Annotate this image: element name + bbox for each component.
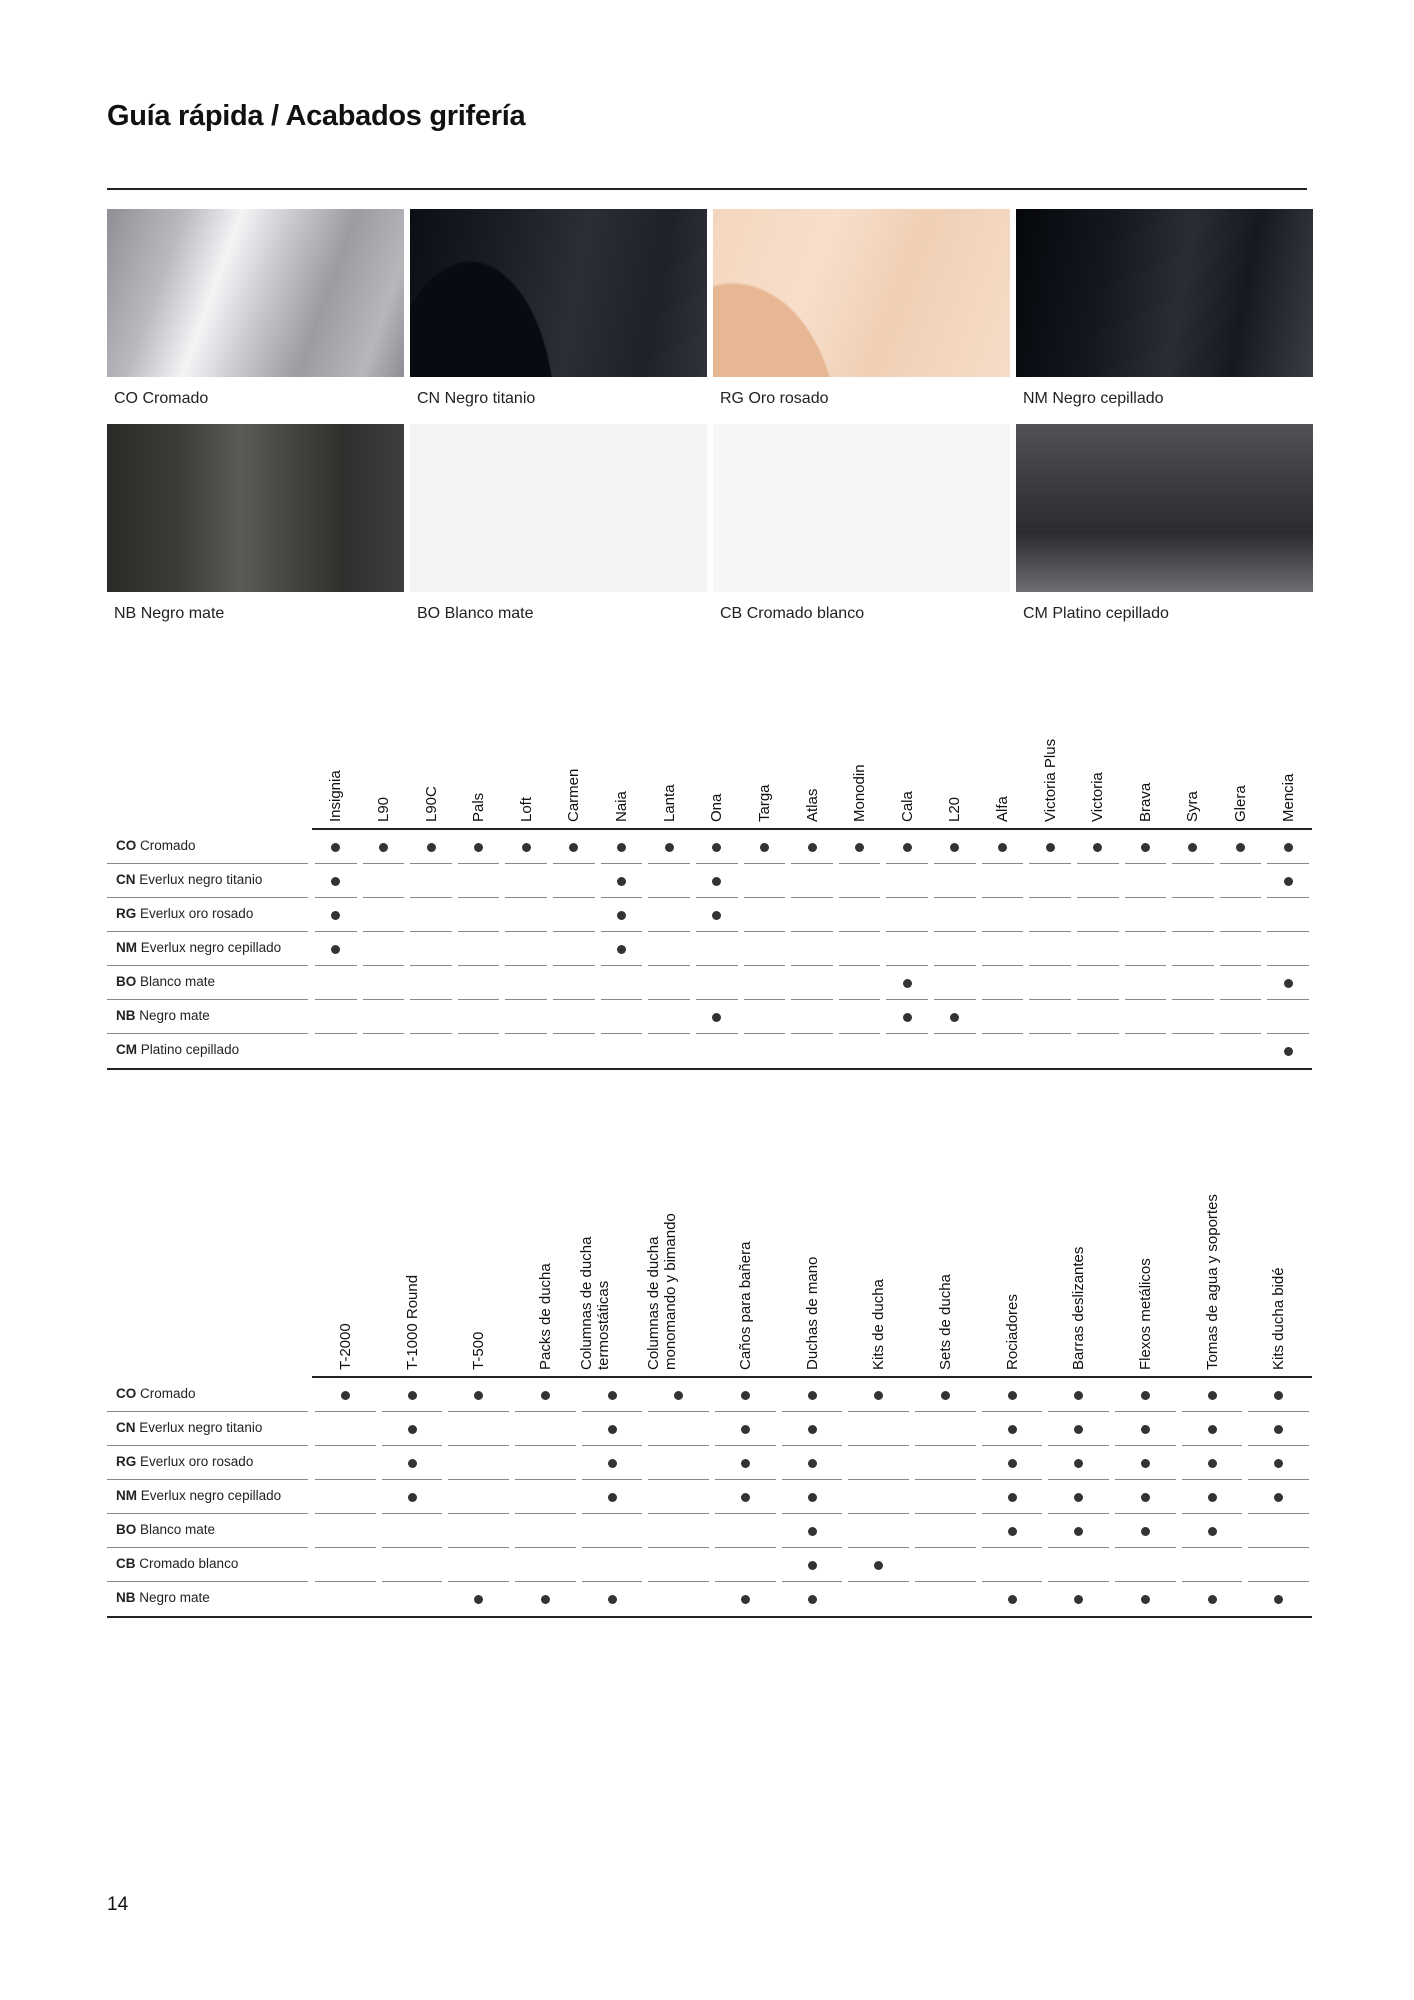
availability-dot xyxy=(808,1391,817,1400)
availability-dot xyxy=(1141,1527,1150,1536)
row-finish-code: NB xyxy=(116,1590,136,1605)
finish-caption xyxy=(720,605,1010,623)
finish-caption xyxy=(720,390,1010,408)
finish-swatch xyxy=(1016,424,1313,639)
row-finish-name: Cromado xyxy=(140,1386,196,1401)
availability-dot xyxy=(541,1595,550,1604)
availability-dot xyxy=(608,1595,617,1604)
finish-code: CO xyxy=(114,390,138,407)
row-label xyxy=(116,940,281,955)
finish-swatch xyxy=(107,209,404,424)
finish-swatch-grid xyxy=(107,209,1312,639)
row-finish-code: BO xyxy=(116,1522,137,1537)
availability-dot xyxy=(741,1493,750,1502)
availability-dot xyxy=(1008,1595,1017,1604)
row-finish-code: CB xyxy=(116,1556,136,1571)
row-label xyxy=(116,974,215,989)
column-header: Barras deslizantes xyxy=(1070,1246,1088,1370)
availability-dot xyxy=(1284,1047,1293,1056)
availability-dot xyxy=(331,911,340,920)
table-row xyxy=(107,864,1312,898)
availability-dot xyxy=(569,843,578,852)
column-header: Flexos metálicos xyxy=(1136,1258,1154,1370)
availability-dot xyxy=(1236,843,1245,852)
finish-code: NB xyxy=(114,605,137,622)
availability-dot xyxy=(1074,1493,1083,1502)
table-row xyxy=(107,898,1312,932)
column-header: Loft xyxy=(517,796,535,822)
finish-name: Cromado xyxy=(142,390,209,407)
finish-name: Blanco mate xyxy=(444,605,534,622)
availability-dot xyxy=(474,1391,483,1400)
finish-caption xyxy=(1023,605,1313,623)
availability-dot xyxy=(741,1595,750,1604)
column-header: Atlas xyxy=(803,788,821,822)
availability-dot xyxy=(808,1459,817,1468)
row-label xyxy=(116,1420,262,1435)
availability-dot xyxy=(874,1561,883,1570)
availability-dot xyxy=(1093,843,1102,852)
table-bottom-rule xyxy=(107,1616,1312,1618)
row-finish-code: CO xyxy=(116,1386,137,1401)
availability-dot xyxy=(608,1391,617,1400)
table-row xyxy=(107,1480,1312,1514)
column-header: Columnas de ducha monomando y bimando xyxy=(644,1213,679,1370)
table-row xyxy=(107,1034,1312,1068)
availability-dot xyxy=(1008,1459,1017,1468)
column-header: T-500 xyxy=(470,1331,488,1370)
availability-dot xyxy=(760,843,769,852)
availability-dot xyxy=(408,1459,417,1468)
availability-dot xyxy=(617,877,626,886)
availability-dot xyxy=(608,1493,617,1502)
availability-dot xyxy=(674,1391,683,1400)
finish-swatch xyxy=(713,424,1010,639)
column-header: Duchas de mano xyxy=(803,1256,821,1370)
row-finish-name: Everlux oro rosado xyxy=(140,906,254,921)
finish-caption xyxy=(417,605,707,623)
row-finish-name: Everlux negro cepillado xyxy=(140,940,282,955)
availability-dot xyxy=(331,843,340,852)
finish-sample-image xyxy=(713,424,1010,592)
row-finish-code: NM xyxy=(116,1488,137,1503)
row-label xyxy=(116,1454,253,1469)
column-header: Rociadores xyxy=(1003,1294,1021,1370)
finish-name: Cromado blanco xyxy=(746,605,865,622)
finish-name: Negro titanio xyxy=(444,390,536,407)
finish-code: CB xyxy=(720,605,743,622)
availability-dot xyxy=(1208,1595,1217,1604)
availability-dot xyxy=(941,1391,950,1400)
column-header: Syra xyxy=(1184,791,1202,822)
table-row xyxy=(107,1446,1312,1480)
availability-dot xyxy=(1008,1425,1017,1434)
availability-dot xyxy=(950,843,959,852)
availability-dot xyxy=(1074,1425,1083,1434)
column-header: Ona xyxy=(708,793,726,822)
availability-dot xyxy=(379,843,388,852)
row-label xyxy=(116,1008,210,1023)
availability-dot xyxy=(608,1425,617,1434)
row-finish-code: RG xyxy=(116,1454,137,1469)
finish-swatch xyxy=(1016,209,1313,424)
availability-dot xyxy=(1141,843,1150,852)
availability-dot xyxy=(1284,979,1293,988)
page-number: 14 xyxy=(107,1894,129,1915)
column-header: Kits de ducha xyxy=(870,1279,888,1370)
row-finish-code: CO xyxy=(116,838,137,853)
availability-dot xyxy=(741,1391,750,1400)
availability-dot xyxy=(1208,1425,1217,1434)
table-row xyxy=(107,1000,1312,1034)
availability-dot xyxy=(541,1391,550,1400)
availability-dot xyxy=(1284,877,1293,886)
row-label xyxy=(116,1386,196,1401)
availability-dot xyxy=(331,945,340,954)
availability-dot xyxy=(1046,843,1055,852)
finish-name: Oro rosado xyxy=(748,390,829,407)
availability-dot xyxy=(903,843,912,852)
availability-dot xyxy=(1274,1391,1283,1400)
row-finish-code: NM xyxy=(116,940,137,955)
finish-sample-image xyxy=(713,209,1010,377)
column-header: L20 xyxy=(946,796,964,822)
column-header: Glera xyxy=(1232,785,1250,822)
availability-dot xyxy=(1008,1391,1017,1400)
finish-sample-image xyxy=(410,424,707,592)
page-title: Guía rápida / Acabados grifería xyxy=(107,100,526,132)
availability-dot xyxy=(474,843,483,852)
availability-dot xyxy=(1208,1527,1217,1536)
row-finish-name: Negro mate xyxy=(139,1590,210,1605)
finish-swatch xyxy=(107,424,404,639)
column-header: Sets de ducha xyxy=(936,1274,954,1370)
column-header: Carmen xyxy=(565,768,583,822)
row-finish-name: Everlux negro titanio xyxy=(139,1420,263,1435)
availability-dot xyxy=(1074,1459,1083,1468)
availability-dot xyxy=(855,843,864,852)
finish-swatch xyxy=(410,424,707,639)
row-finish-name: Negro mate xyxy=(139,1008,210,1023)
table-row xyxy=(107,830,1312,864)
column-header: Lanta xyxy=(660,784,678,822)
availability-dot xyxy=(1274,1493,1283,1502)
finish-code: CM xyxy=(1023,605,1048,622)
column-header: Mencia xyxy=(1279,773,1297,822)
row-finish-name: Platino cepillado xyxy=(140,1042,240,1057)
availability-dot xyxy=(712,1013,721,1022)
column-header: T-2000 xyxy=(336,1323,354,1370)
column-header: Alfa xyxy=(993,796,1011,822)
finish-swatch xyxy=(410,209,707,424)
column-header: Insignia xyxy=(327,770,345,822)
table-row xyxy=(107,932,1312,966)
availability-dot xyxy=(665,843,674,852)
finish-sample-image xyxy=(107,209,404,377)
availability-dot xyxy=(1141,1425,1150,1434)
availability-dot xyxy=(1274,1425,1283,1434)
faucet-finish-table xyxy=(107,705,1312,1068)
availability-dot xyxy=(331,877,340,886)
table-header xyxy=(107,705,1312,830)
row-label xyxy=(116,1590,210,1605)
row-finish-name: Everlux negro cepillado xyxy=(140,1488,282,1503)
availability-dot xyxy=(1208,1459,1217,1468)
finish-code: RG xyxy=(720,390,744,407)
availability-dot xyxy=(1074,1527,1083,1536)
column-header: Naia xyxy=(613,791,631,822)
row-finish-code: CN xyxy=(116,872,136,887)
availability-dot xyxy=(808,1595,817,1604)
availability-dot xyxy=(1141,1595,1150,1604)
table-header xyxy=(107,1150,1312,1378)
availability-dot xyxy=(950,1013,959,1022)
row-label xyxy=(116,838,196,853)
row-label xyxy=(116,1042,239,1057)
availability-dot xyxy=(741,1459,750,1468)
availability-dot xyxy=(998,843,1007,852)
column-header: L90 xyxy=(374,796,392,822)
availability-dot xyxy=(1141,1459,1150,1468)
availability-dot xyxy=(808,843,817,852)
finish-code: CN xyxy=(417,390,441,407)
finish-code: BO xyxy=(417,605,441,622)
finish-code: NM xyxy=(1023,390,1048,407)
title-divider xyxy=(107,188,1307,190)
finish-sample-image xyxy=(1016,424,1313,592)
availability-dot xyxy=(408,1391,417,1400)
column-header: T-1000 Round xyxy=(403,1274,421,1370)
table-bottom-rule xyxy=(107,1068,1312,1070)
availability-dot xyxy=(1141,1391,1150,1400)
column-header: Pals xyxy=(470,792,488,822)
availability-dot xyxy=(408,1493,417,1502)
finish-caption xyxy=(417,390,707,408)
availability-dot xyxy=(1208,1391,1217,1400)
row-finish-name: Cromado xyxy=(140,838,196,853)
column-header: Victoria Plus xyxy=(1041,738,1059,822)
availability-dot xyxy=(1008,1493,1017,1502)
finish-name: Negro cepillado xyxy=(1052,390,1164,407)
availability-dot xyxy=(427,843,436,852)
availability-dot xyxy=(522,843,531,852)
row-finish-name: Everlux negro titanio xyxy=(139,872,263,887)
row-finish-name: Cromado blanco xyxy=(139,1556,239,1571)
availability-dot xyxy=(903,1013,912,1022)
column-header: Kits ducha bidé xyxy=(1270,1267,1288,1370)
finish-name: Platino cepillado xyxy=(1052,605,1169,622)
column-header: Monodin xyxy=(851,764,869,822)
availability-dot xyxy=(1208,1493,1217,1502)
availability-dot xyxy=(903,979,912,988)
table-row xyxy=(107,966,1312,1000)
finish-swatch xyxy=(713,209,1010,424)
column-header: L90C xyxy=(422,786,440,822)
availability-dot xyxy=(712,843,721,852)
row-finish-code: BO xyxy=(116,974,137,989)
availability-dot xyxy=(617,945,626,954)
column-header: Columnas de ducha termostáticas xyxy=(578,1236,612,1370)
shower-finish-table xyxy=(107,1150,1312,1616)
table-row xyxy=(107,1514,1312,1548)
row-label xyxy=(116,1556,238,1571)
availability-dot xyxy=(608,1459,617,1468)
availability-dot xyxy=(1141,1493,1150,1502)
availability-dot xyxy=(1008,1527,1017,1536)
availability-dot xyxy=(1274,1595,1283,1604)
finish-sample-image xyxy=(410,209,707,377)
row-finish-code: RG xyxy=(116,906,137,921)
table-row xyxy=(107,1412,1312,1446)
availability-dot xyxy=(1188,843,1197,852)
finish-caption xyxy=(114,605,404,623)
finish-sample-image xyxy=(107,424,404,592)
availability-dot xyxy=(712,877,721,886)
column-header: Victoria xyxy=(1089,772,1107,822)
row-finish-name: Blanco mate xyxy=(140,1522,216,1537)
row-label xyxy=(116,1488,281,1503)
row-label xyxy=(116,872,262,887)
availability-dot xyxy=(808,1561,817,1570)
row-finish-name: Blanco mate xyxy=(140,974,216,989)
availability-dot xyxy=(741,1425,750,1434)
column-header: Caños para bañera xyxy=(736,1241,754,1370)
row-label xyxy=(116,906,253,921)
availability-dot xyxy=(474,1595,483,1604)
availability-dot xyxy=(341,1391,350,1400)
availability-dot xyxy=(408,1425,417,1434)
table-row xyxy=(107,1582,1312,1616)
availability-dot xyxy=(1074,1595,1083,1604)
availability-dot xyxy=(712,911,721,920)
column-header: Cala xyxy=(898,791,916,822)
row-finish-code: CN xyxy=(116,1420,136,1435)
row-label xyxy=(116,1522,215,1537)
availability-dot xyxy=(808,1527,817,1536)
availability-dot xyxy=(808,1493,817,1502)
availability-dot xyxy=(808,1425,817,1434)
column-header: Targa xyxy=(755,784,773,822)
availability-dot xyxy=(1284,843,1293,852)
availability-dot xyxy=(1074,1391,1083,1400)
column-header: Tomas de agua y soportes xyxy=(1203,1194,1221,1370)
row-finish-name: Everlux oro rosado xyxy=(140,1454,254,1469)
row-finish-code: NB xyxy=(116,1008,136,1023)
finish-caption xyxy=(114,390,404,408)
finish-name: Negro mate xyxy=(140,605,225,622)
table-row xyxy=(107,1548,1312,1582)
finish-sample-image xyxy=(1016,209,1313,377)
availability-dot xyxy=(617,911,626,920)
availability-dot xyxy=(874,1391,883,1400)
column-header: Packs de ducha xyxy=(536,1263,554,1370)
table-row xyxy=(107,1378,1312,1412)
availability-dot xyxy=(1274,1459,1283,1468)
column-header: Brava xyxy=(1136,782,1154,822)
row-finish-code: CM xyxy=(116,1042,137,1057)
finish-caption xyxy=(1023,390,1313,408)
availability-dot xyxy=(617,843,626,852)
